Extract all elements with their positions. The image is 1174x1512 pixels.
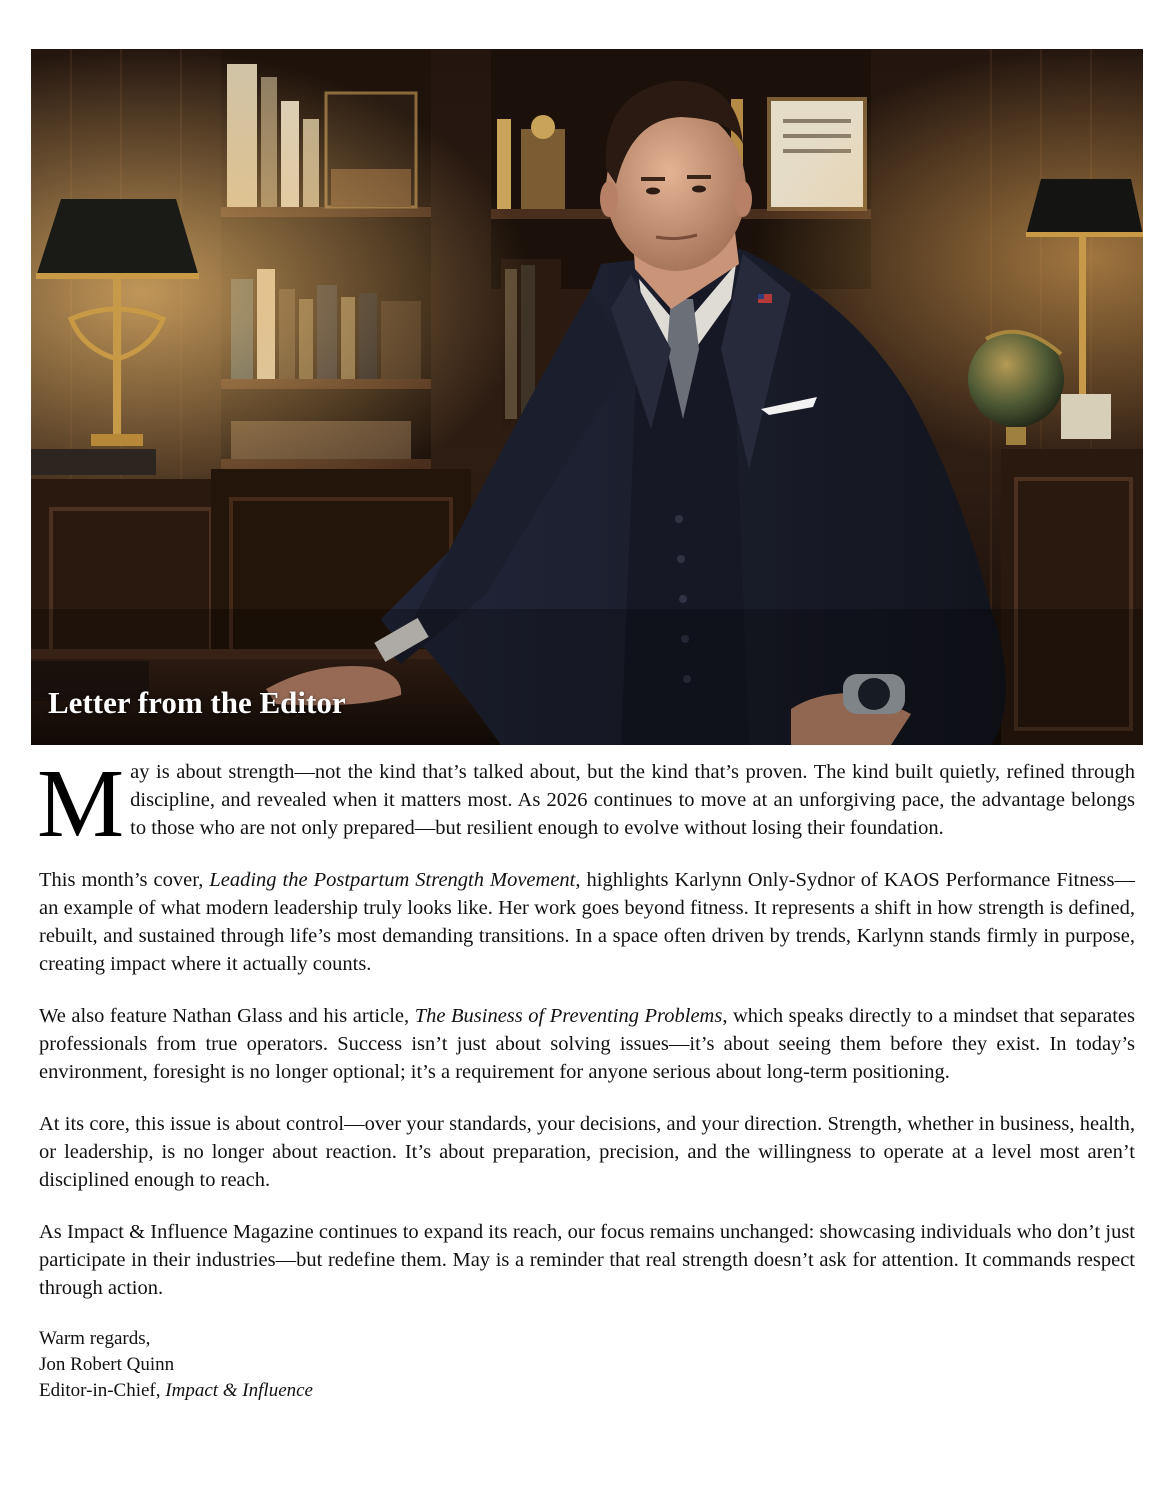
paragraph-feature-text-b: , which speaks directly to a mindset that separates professionals from true operators. Success isn’t just about solving issues—it’s about seeing them before they exist. In today’s environment, foresight is no longer optional; it’s a requirement for anyone serious about long-term positioning. <box>39 1005 1135 1083</box>
page-title: Letter from the Editor <box>48 685 346 720</box>
hero-photo <box>31 49 1143 745</box>
paragraph-closing: As Impact & Influence Magazine continues to expand its reach, our focus remains unchanged: showcasing individuals who don’t just participate in their industries—but redefine them. May is a reminder that real strength doesn’t ask for attention. It commands respect through action. <box>39 1221 1135 1299</box>
signature-role <box>39 1378 1135 1404</box>
paragraph-cover-text-a: This month’s cover, <box>39 869 210 891</box>
paragraph-feature-text-a: We also feature Nathan Glass and his article, <box>39 1005 415 1027</box>
signature-role-title: Editor-in-Chief, <box>39 1380 166 1401</box>
paragraph-intro <box>37 750 1135 858</box>
signature-block <box>39 1326 1135 1404</box>
paragraph-core-theme: At its core, this issue is about control—over your standards, your decisions, and your direction. Strength, whether in business, health, or leadership, is no longer about reaction. It’s about preparation, precision, and the willingness to operate at a level most aren’t disciplined enough to reach. <box>39 1113 1135 1191</box>
paragraph-feature-article <box>39 1002 1135 1086</box>
feature-article-title: The Business of Preventing Problems <box>414 1005 723 1027</box>
paragraph-intro-text: ay is about strength—not the kind that’s talked about, but the kind that’s proven. The kind built quietly, refined through discipline, and revealed when it matters most. As 2026 continues to move at an unforgiving pace, the advantage belongs to those who are not only prepared—but resilient enough to evolve without losing their foundation. <box>130 761 1135 839</box>
letter-body <box>37 750 1136 1404</box>
editor-portrait-image <box>31 49 1143 745</box>
paragraph-cover-story <box>39 866 1135 978</box>
paragraph-cover-text-b: , highlights Karlynn Only-Sydnor of KAOS Performance Fitness—an example of what modern leadership truly looks like. Her work goes beyond fitness. It represents a shift in how strength is defined, rebuilt, and sustained through life’s most demanding transitions. In a space often driven by trends, Karlynn stands firmly in purpose, creating impact where it actually counts. <box>39 869 1136 975</box>
signature-name: Jon Robert Quinn <box>39 1354 175 1375</box>
signature-closing: Warm regards, <box>39 1328 151 1349</box>
cover-story-title: Leading the Postpartum Strength Movement <box>209 869 576 891</box>
publication-name: Impact & Influence <box>165 1380 313 1401</box>
drop-cap: M <box>37 750 125 858</box>
